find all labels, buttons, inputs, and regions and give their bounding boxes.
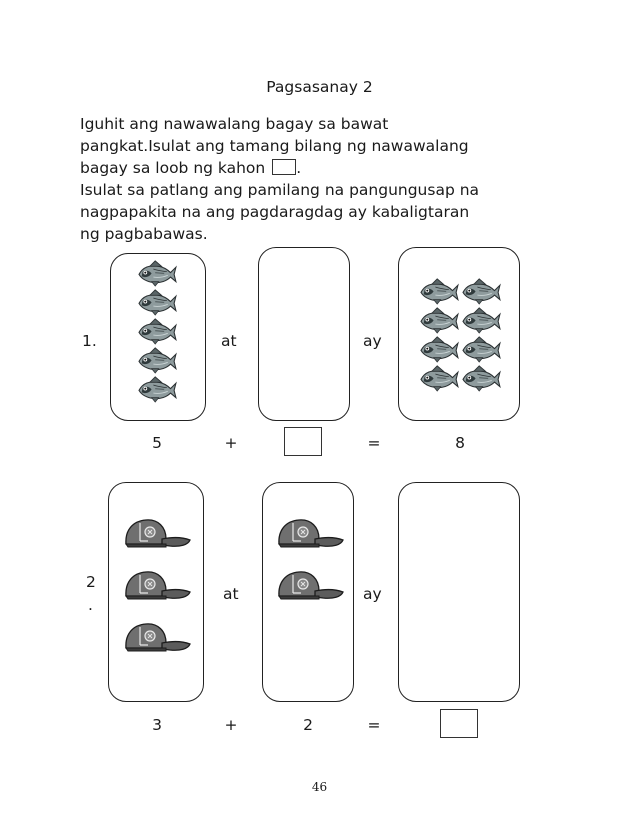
instruction-line: Iguhit ang nawawalang bagay sa bawat	[80, 115, 389, 133]
instruction-line: nagpapakita na ang pagdaragdag ay kabaligtaran	[80, 203, 470, 221]
result-group-box[interactable]	[398, 482, 520, 702]
equation-equals: =	[367, 434, 381, 452]
word-at: at	[221, 332, 237, 350]
equation-addend-2: 2	[303, 716, 313, 734]
page-number: 46	[311, 780, 328, 794]
fish-icon	[137, 376, 177, 403]
cap-icon	[275, 517, 345, 551]
fish-icon	[419, 278, 459, 305]
answer-box[interactable]	[284, 427, 322, 456]
group-box-2	[262, 482, 354, 702]
fish-icon	[461, 278, 501, 305]
problem-number: 1.	[82, 332, 97, 350]
fish-icon	[419, 336, 459, 363]
instruction-line: ng pagbabawas.	[80, 225, 208, 243]
equation-addend-1: 3	[152, 716, 162, 734]
word-at: at	[223, 585, 239, 603]
cap-icon	[122, 517, 192, 551]
cap-icon	[275, 569, 345, 603]
cap-icon	[122, 621, 192, 655]
equation-equals: =	[367, 716, 381, 734]
fish-icon	[137, 260, 177, 287]
worksheet-title: Pagsasanay 2	[266, 78, 373, 96]
group-box-1	[110, 253, 206, 421]
equation-plus: +	[224, 434, 238, 452]
fish-icon	[461, 336, 501, 363]
fish-icon	[137, 318, 177, 345]
instructions	[80, 113, 550, 245]
instruction-line: Isulat sa patlang ang pamilang na pangungusap na	[80, 181, 480, 199]
equation-sum: 8	[455, 434, 465, 452]
cap-icon	[122, 569, 192, 603]
word-ay: ay	[363, 585, 382, 603]
fish-icon	[419, 307, 459, 334]
fish-icon	[137, 347, 177, 374]
equation-plus: +	[224, 716, 238, 734]
instruction-line: bagay sa loob ng kahon .	[80, 159, 302, 177]
fish-icon	[137, 289, 177, 316]
instruction-line: pangkat.Isulat ang tamang bilang ng nawawalang	[80, 137, 469, 155]
answer-box-sample	[272, 159, 296, 175]
problem-number-dot: .	[88, 596, 93, 614]
missing-group-box[interactable]	[258, 247, 350, 421]
word-ay: ay	[363, 332, 382, 350]
fish-icon	[461, 365, 501, 392]
equation-addend-1: 5	[152, 434, 162, 452]
result-group-box	[398, 247, 520, 421]
answer-box[interactable]	[440, 709, 478, 738]
group-box-1	[108, 482, 204, 702]
problem-number: 2	[86, 573, 96, 591]
fish-icon	[461, 307, 501, 334]
fish-icon	[419, 365, 459, 392]
